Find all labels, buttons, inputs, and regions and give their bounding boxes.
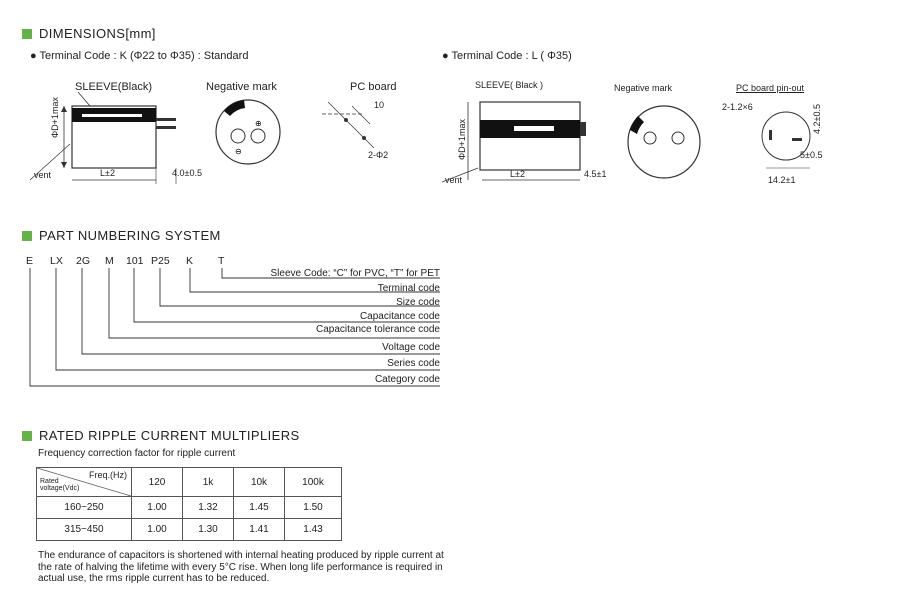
terminal-l-caption: ● Terminal Code : L ( Φ35): [442, 50, 572, 62]
label-series-code: Series code: [387, 358, 440, 369]
code-tolerance: M: [105, 255, 114, 267]
value-cell: 1.30: [183, 519, 234, 541]
pc-dim-label-k: 10: [374, 100, 385, 110]
header-cell: 120: [132, 468, 183, 497]
pin-dim-2: 5±0.5: [800, 150, 823, 160]
negative-mark-k-view: [212, 96, 284, 168]
pin-dim-3: 14.2±1: [768, 175, 796, 185]
sleeve-label-l: SLEEVE( Black ): [475, 80, 544, 90]
voltage-cell: 315~450: [37, 519, 132, 541]
section-title-text: PART NUMBERING SYSTEM: [39, 228, 221, 243]
label-terminal-code: Terminal code: [377, 283, 440, 294]
label-sleeve-code: Sleeve Code: “C” for PVC, “T” for PET: [270, 268, 440, 279]
pc-board-label-l: PC board pin-out: [736, 83, 805, 93]
label-capacitance-code: Capacitance code: [359, 311, 440, 322]
code-category: E: [26, 255, 34, 267]
value-cell: 1.45: [234, 497, 285, 519]
code-sleeve: T: [218, 255, 225, 267]
label-voltage-code: Voltage code: [382, 342, 440, 353]
value-cell: 1.00: [132, 497, 183, 519]
diameter-label-l: ΦD+1max: [457, 119, 467, 160]
corner-freq-label: Freq.(Hz): [89, 470, 127, 480]
green-square-icon: [22, 231, 32, 241]
pc-board-label-k: PC board: [350, 81, 397, 93]
code-capacitance: 101: [126, 255, 144, 267]
code-terminal: K: [186, 255, 194, 267]
lead-label-k: 4.0±0.5: [172, 168, 202, 178]
diameter-label-k: ΦD+1max: [50, 97, 60, 138]
ripple-note: The endurance of capacitors is shortened with internal heating produced by ripple current at the rate of halving the lifetime with every 5°C rise. When long life performance is required in actual use, the rms ripple current has to be reduced.: [38, 550, 444, 584]
terminal-k-caption: ● Terminal Code : K (Φ22 to Φ35) : Standard: [30, 50, 249, 62]
code-size: P25: [151, 255, 170, 267]
value-cell: 1.50: [285, 497, 342, 519]
label-tolerance-code: Capacitance tolerance code: [316, 324, 440, 335]
green-square-icon: [22, 29, 32, 39]
section-title-part-numbering: [22, 228, 221, 243]
ripple-table: [36, 467, 342, 541]
corner-voltage-label: voltage(Vdc): [40, 485, 80, 492]
label-size-code: Size code: [396, 297, 440, 308]
neg-mark-label-k: Negative mark: [206, 81, 277, 93]
pc-board-k-diagram: [322, 92, 402, 162]
svg-text:⊖: ⊖: [235, 147, 242, 156]
table-row: [37, 519, 342, 541]
section-title-text: RATED RIPPLE CURRENT MULTIPLIERS: [39, 428, 300, 443]
pin-dim-1: 4.2±0.5: [812, 104, 822, 134]
header-cell: 100k: [285, 468, 342, 497]
table-corner-cell: [37, 468, 132, 497]
pin-label-l: 2-1.2×6: [722, 102, 753, 112]
lead-label-l: 4.5±1: [584, 169, 607, 179]
negative-mark-l-view: [624, 102, 704, 182]
table-row: [37, 497, 342, 519]
neg-mark-label-l: Negative mark: [614, 83, 673, 93]
value-cell: 1.32: [183, 497, 234, 519]
pc-hole-label-k: 2-Φ2: [368, 150, 389, 160]
svg-text:⊕: ⊕: [255, 119, 262, 128]
label-category-code: Category code: [374, 374, 440, 385]
length-label-l: L±2: [510, 169, 525, 179]
vent-label-k: vent: [34, 170, 52, 180]
value-cell: 1.41: [234, 519, 285, 541]
section-title-ripple: [22, 428, 300, 443]
code-series: LX: [50, 255, 63, 267]
green-square-icon: [22, 431, 32, 441]
ripple-subtitle: Frequency correction factor for ripple current: [38, 448, 236, 459]
corner-rated-label: Rated: [40, 478, 59, 485]
length-label-k: L±2: [100, 168, 115, 178]
pc-board-l-diagram: [756, 106, 816, 172]
value-cell: 1.43: [285, 519, 342, 541]
value-cell: 1.00: [132, 519, 183, 541]
sleeve-label-k: SLEEVE(Black): [75, 81, 153, 93]
table-header-row: [37, 468, 342, 497]
vent-label-l: vent: [445, 175, 463, 185]
voltage-cell: 160~250: [37, 497, 132, 519]
header-cell: 1k: [183, 468, 234, 497]
code-voltage: 2G: [76, 255, 91, 267]
section-title-text: DIMENSIONS[mm]: [39, 26, 156, 41]
section-title-dimensions: [22, 26, 156, 41]
header-cell: 10k: [234, 468, 285, 497]
